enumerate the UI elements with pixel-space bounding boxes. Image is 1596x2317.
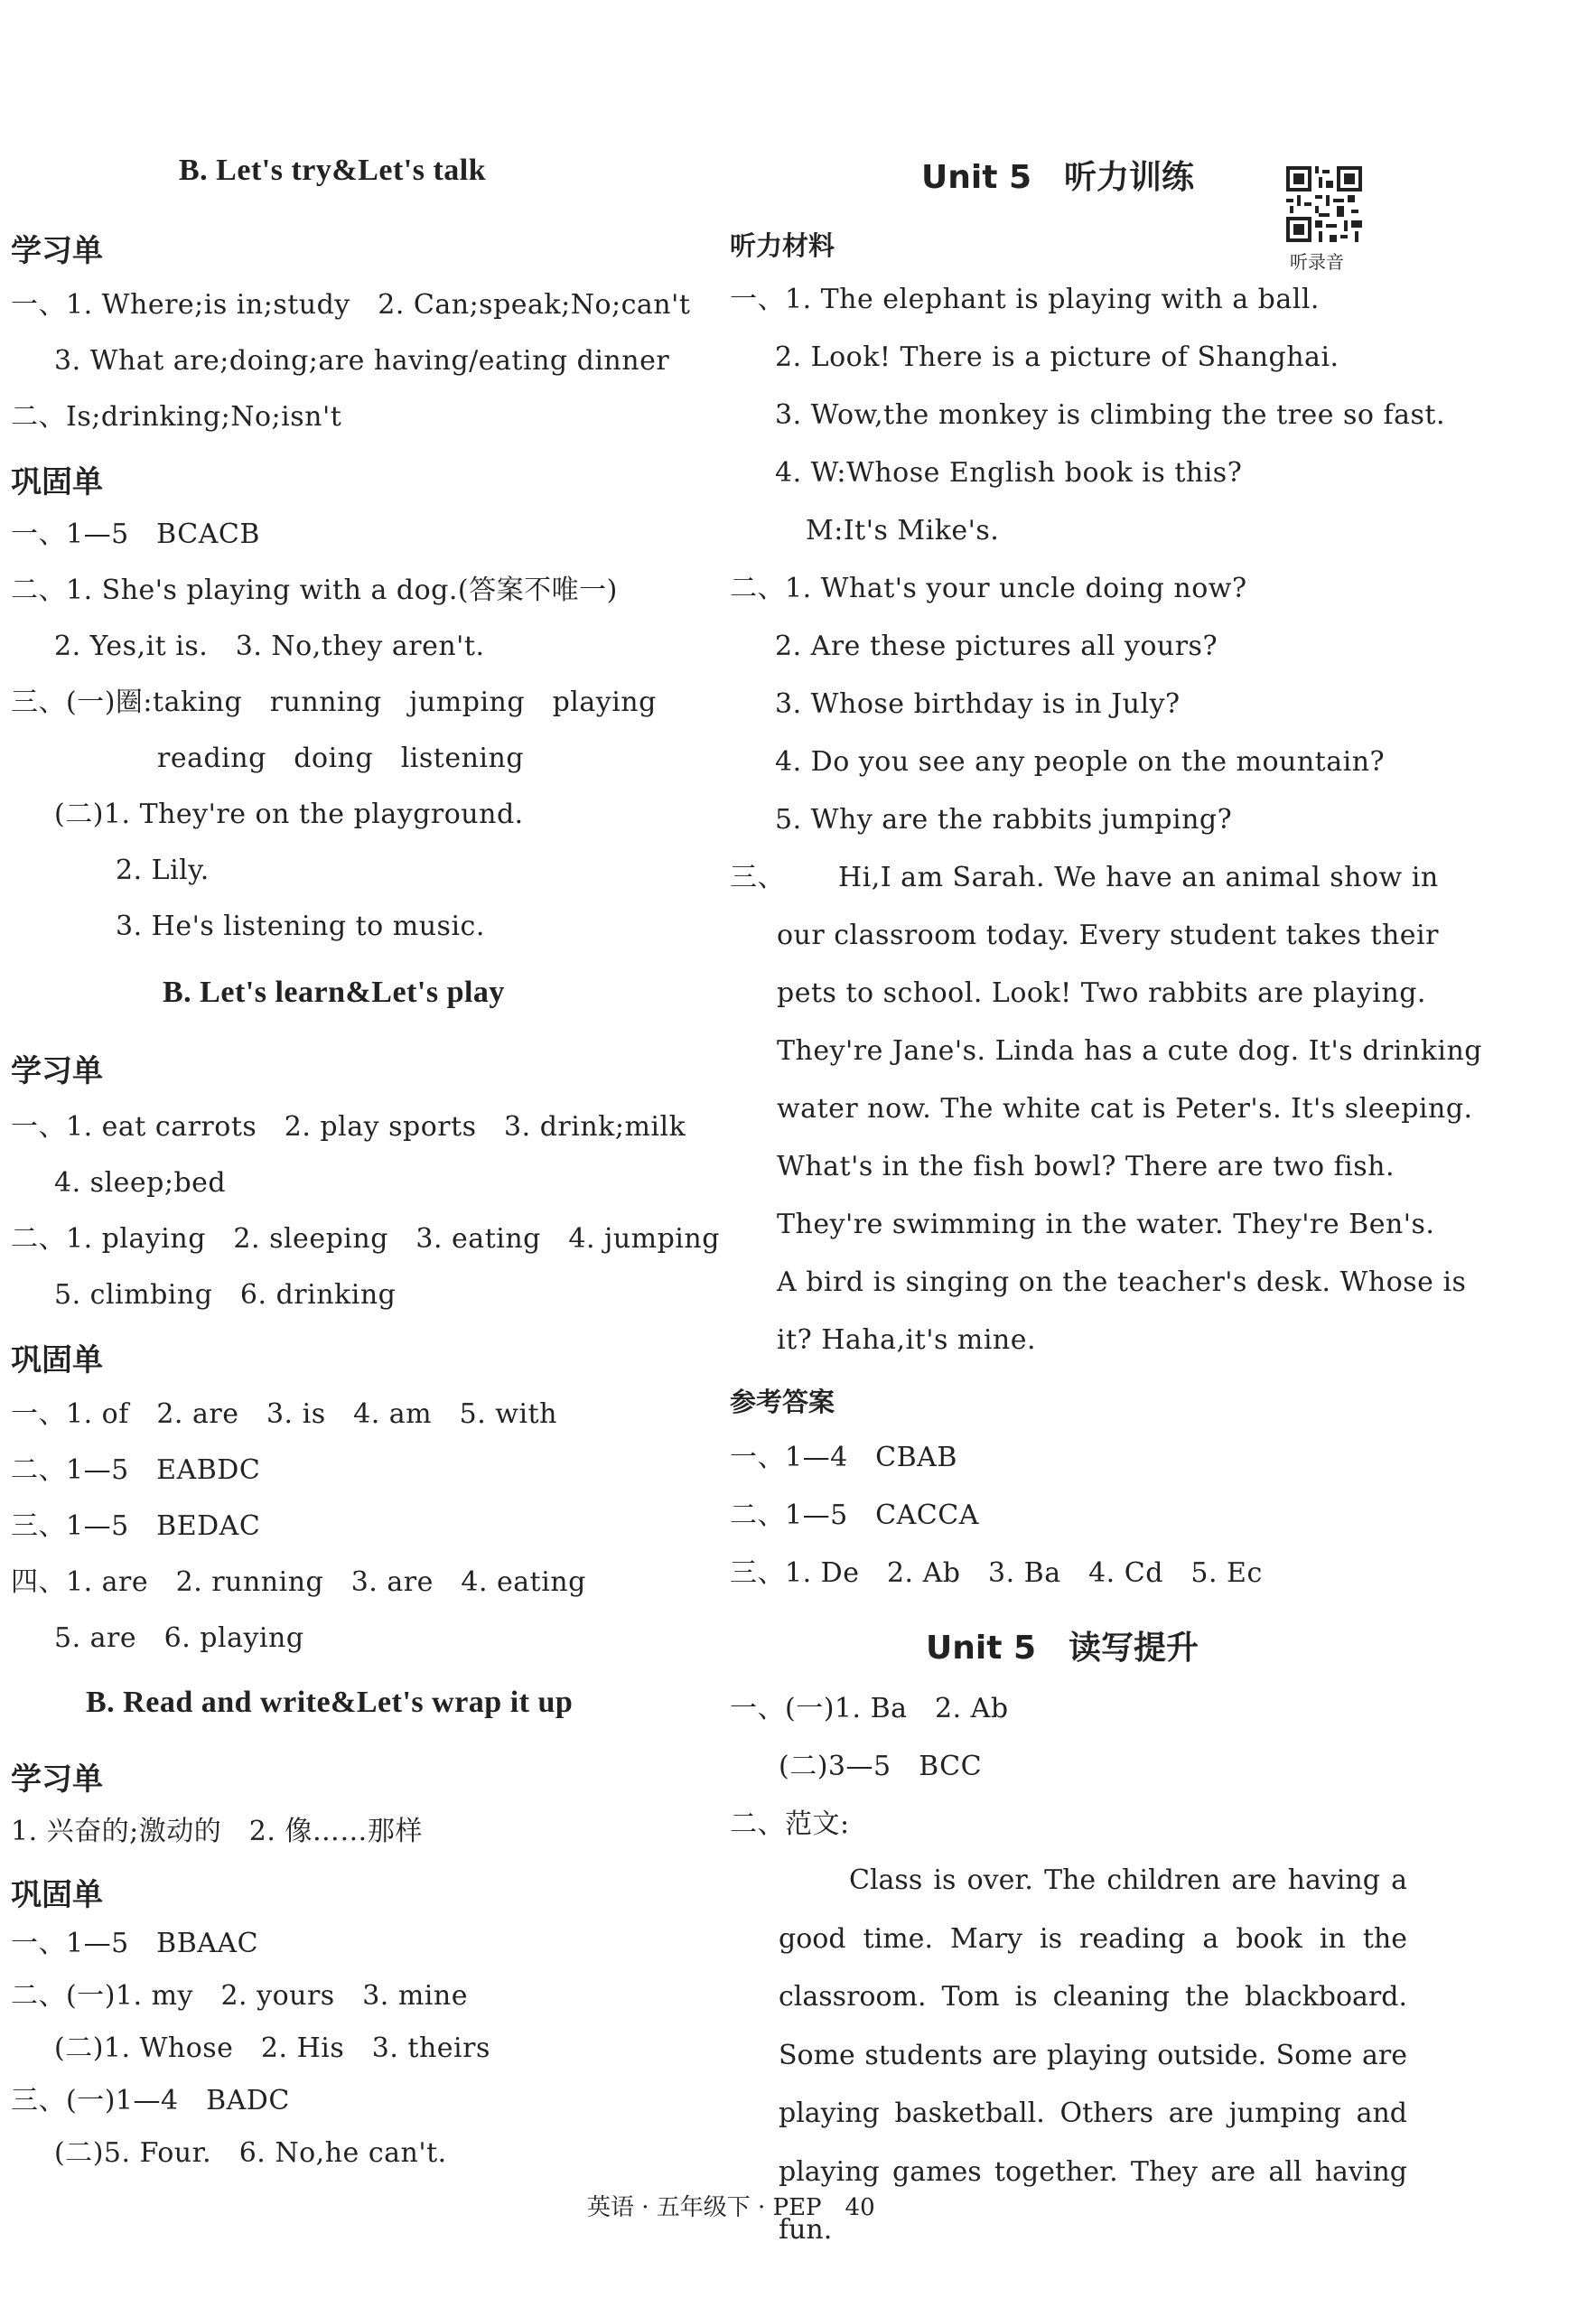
transcript-line: 3. Whose birthday is in July? bbox=[775, 688, 1181, 720]
answer-line: 一、1. eat carrots 2. play sports 3. drink;milk bbox=[11, 1111, 686, 1143]
page-footer: 英语 · 五年级下 · PEP 40 bbox=[587, 2194, 875, 2221]
answer-line: reading doing listening bbox=[157, 743, 525, 774]
qr-code-icon[interactable] bbox=[1283, 163, 1366, 246]
answer-line: 三、1. De 2. Ab 3. Ba 4. Cd 5. Ec bbox=[730, 1557, 1263, 1589]
answer-line: 二、(一)1. my 2. yours 3. mine bbox=[11, 1980, 468, 2012]
unit-heading-reading-writing: Unit 5 读写提升 bbox=[926, 1630, 1199, 1667]
transcript-line: M:It's Mike's. bbox=[806, 515, 1000, 547]
transcript-line: 2. Look! There is a picture of Shanghai. bbox=[775, 341, 1339, 373]
answer-line: 三、(一)1—4 BADC bbox=[11, 2085, 290, 2116]
transcript-line: 4. Do you see any people on the mountain? bbox=[775, 746, 1386, 778]
answer-line: 一、1. of 2. are 3. is 4. am 5. with bbox=[11, 1398, 557, 1430]
answer-line: 三、(一)圈:taking running jumping playing bbox=[11, 687, 657, 718]
answer-line: (二)5. Four. 6. No,he can't. bbox=[54, 2137, 447, 2169]
transcript-line: 一、1. The elephant is playing with a ball. bbox=[730, 284, 1320, 315]
transcript-line: A bird is singing on the teacher's desk. Whose is bbox=[777, 1266, 1467, 1298]
transcript-line: 二、1. What's your uncle doing now? bbox=[730, 573, 1247, 604]
answer-line: 一、(一)1. Ba 2. Ab bbox=[730, 1693, 1009, 1724]
answer-line: 三、1—5 BEDAC bbox=[11, 1510, 261, 1542]
answer-line: 3. He's listening to music. bbox=[116, 911, 485, 942]
answer-line: 2. Yes,it is. 3. No,they aren't. bbox=[54, 631, 485, 662]
section-heading-lets-try-talk: B. Let's try&Let's talk bbox=[179, 154, 487, 187]
consolidation-sheet-heading: 巩固单 bbox=[11, 1342, 103, 1378]
answer-line: 二、1—5 CACCA bbox=[730, 1500, 979, 1531]
transcript-line: it? Haha,it's mine. bbox=[777, 1324, 1037, 1356]
transcript-line-label: 三、 bbox=[730, 862, 785, 893]
sample-essay: Class is over. The children are having a good time. Mary is reading a book in the classroom. Tom is cleaning the blackboard. Some students are playing outside. Some are playing basketball. Others are jumping and playing games together. They are all having fun. bbox=[779, 1864, 1407, 2246]
answer-line: 二、1. She's playing with a dog.(答案不唯一) bbox=[11, 575, 618, 606]
unit-heading-listening: Unit 5 听力训练 bbox=[921, 159, 1194, 196]
answer-line: (二)3—5 BCC bbox=[779, 1751, 983, 1782]
answer-line: 5. climbing 6. drinking bbox=[54, 1279, 397, 1311]
answer-line: 四、1. are 2. running 3. are 4. eating bbox=[11, 1566, 586, 1598]
answer-line: 二、1. playing 2. sleeping 3. eating 4. jumping bbox=[11, 1223, 720, 1255]
answer-line: 5. are 6. playing bbox=[54, 1622, 304, 1654]
answer-line: 4. sleep;bed bbox=[54, 1167, 227, 1199]
transcript-line: They're Jane's. Linda has a cute dog. It's drinking bbox=[777, 1035, 1482, 1067]
study-sheet-heading: 学习单 bbox=[11, 233, 103, 269]
consolidation-sheet-heading: 巩固单 bbox=[11, 1877, 103, 1913]
answer-line: 一、1—4 CBAB bbox=[730, 1442, 957, 1473]
transcript-line: Hi,I am Sarah. We have an animal show in bbox=[838, 862, 1439, 893]
answer-line: 3. What are;doing;are having/eating dinner bbox=[54, 345, 670, 377]
answer-line: 一、1. Where;is in;study 2. Can;speak;No;can't bbox=[11, 289, 691, 321]
listening-material-heading: 听力材料 bbox=[730, 230, 835, 261]
transcript-line: They're swimming in the water. They're Ben's. bbox=[777, 1209, 1435, 1240]
transcript-line: pets to school. Look! Two rabbits are playing. bbox=[777, 977, 1426, 1009]
transcript-line: water now. The white cat is Peter's. It's sleeping. bbox=[777, 1093, 1473, 1125]
answer-line: 2. Lily. bbox=[116, 855, 210, 886]
transcript-line: 2. Are these pictures all yours? bbox=[775, 631, 1218, 662]
answer-line: 1. 兴奋的;激动的 2. 像……那样 bbox=[11, 1816, 423, 1847]
reference-answers-heading: 参考答案 bbox=[730, 1387, 835, 1417]
study-sheet-heading: 学习单 bbox=[11, 1053, 103, 1089]
answer-line: 一、1—5 BCACB bbox=[11, 519, 260, 550]
section-heading-read-write: B. Read and write&Let's wrap it up bbox=[86, 1686, 574, 1719]
answer-line: 二、1—5 EABDC bbox=[11, 1454, 261, 1486]
answer-line: 二、范文: bbox=[730, 1808, 850, 1840]
qr-label: 听录音 bbox=[1290, 251, 1344, 273]
transcript-line: What's in the fish bowl? There are two fish. bbox=[777, 1151, 1395, 1182]
answer-line: (二)1. They're on the playground. bbox=[54, 799, 524, 830]
study-sheet-heading: 学习单 bbox=[11, 1761, 103, 1798]
answer-line: 二、Is;drinking;No;isn't bbox=[11, 401, 342, 433]
transcript-line: our classroom today. Every student takes their bbox=[777, 920, 1439, 951]
transcript-line: 3. Wow,the monkey is climbing the tree so fast. bbox=[775, 399, 1445, 431]
section-heading-lets-learn-play: B. Let's learn&Let's play bbox=[163, 976, 505, 1009]
consolidation-sheet-heading: 巩固单 bbox=[11, 464, 103, 500]
answer-line: (二)1. Whose 2. His 3. theirs bbox=[54, 2032, 490, 2064]
transcript-line: 4. W:Whose English book is this? bbox=[775, 457, 1243, 489]
transcript-line: 5. Why are the rabbits jumping? bbox=[775, 804, 1233, 836]
answer-line: 一、1—5 BBAAC bbox=[11, 1928, 259, 1959]
